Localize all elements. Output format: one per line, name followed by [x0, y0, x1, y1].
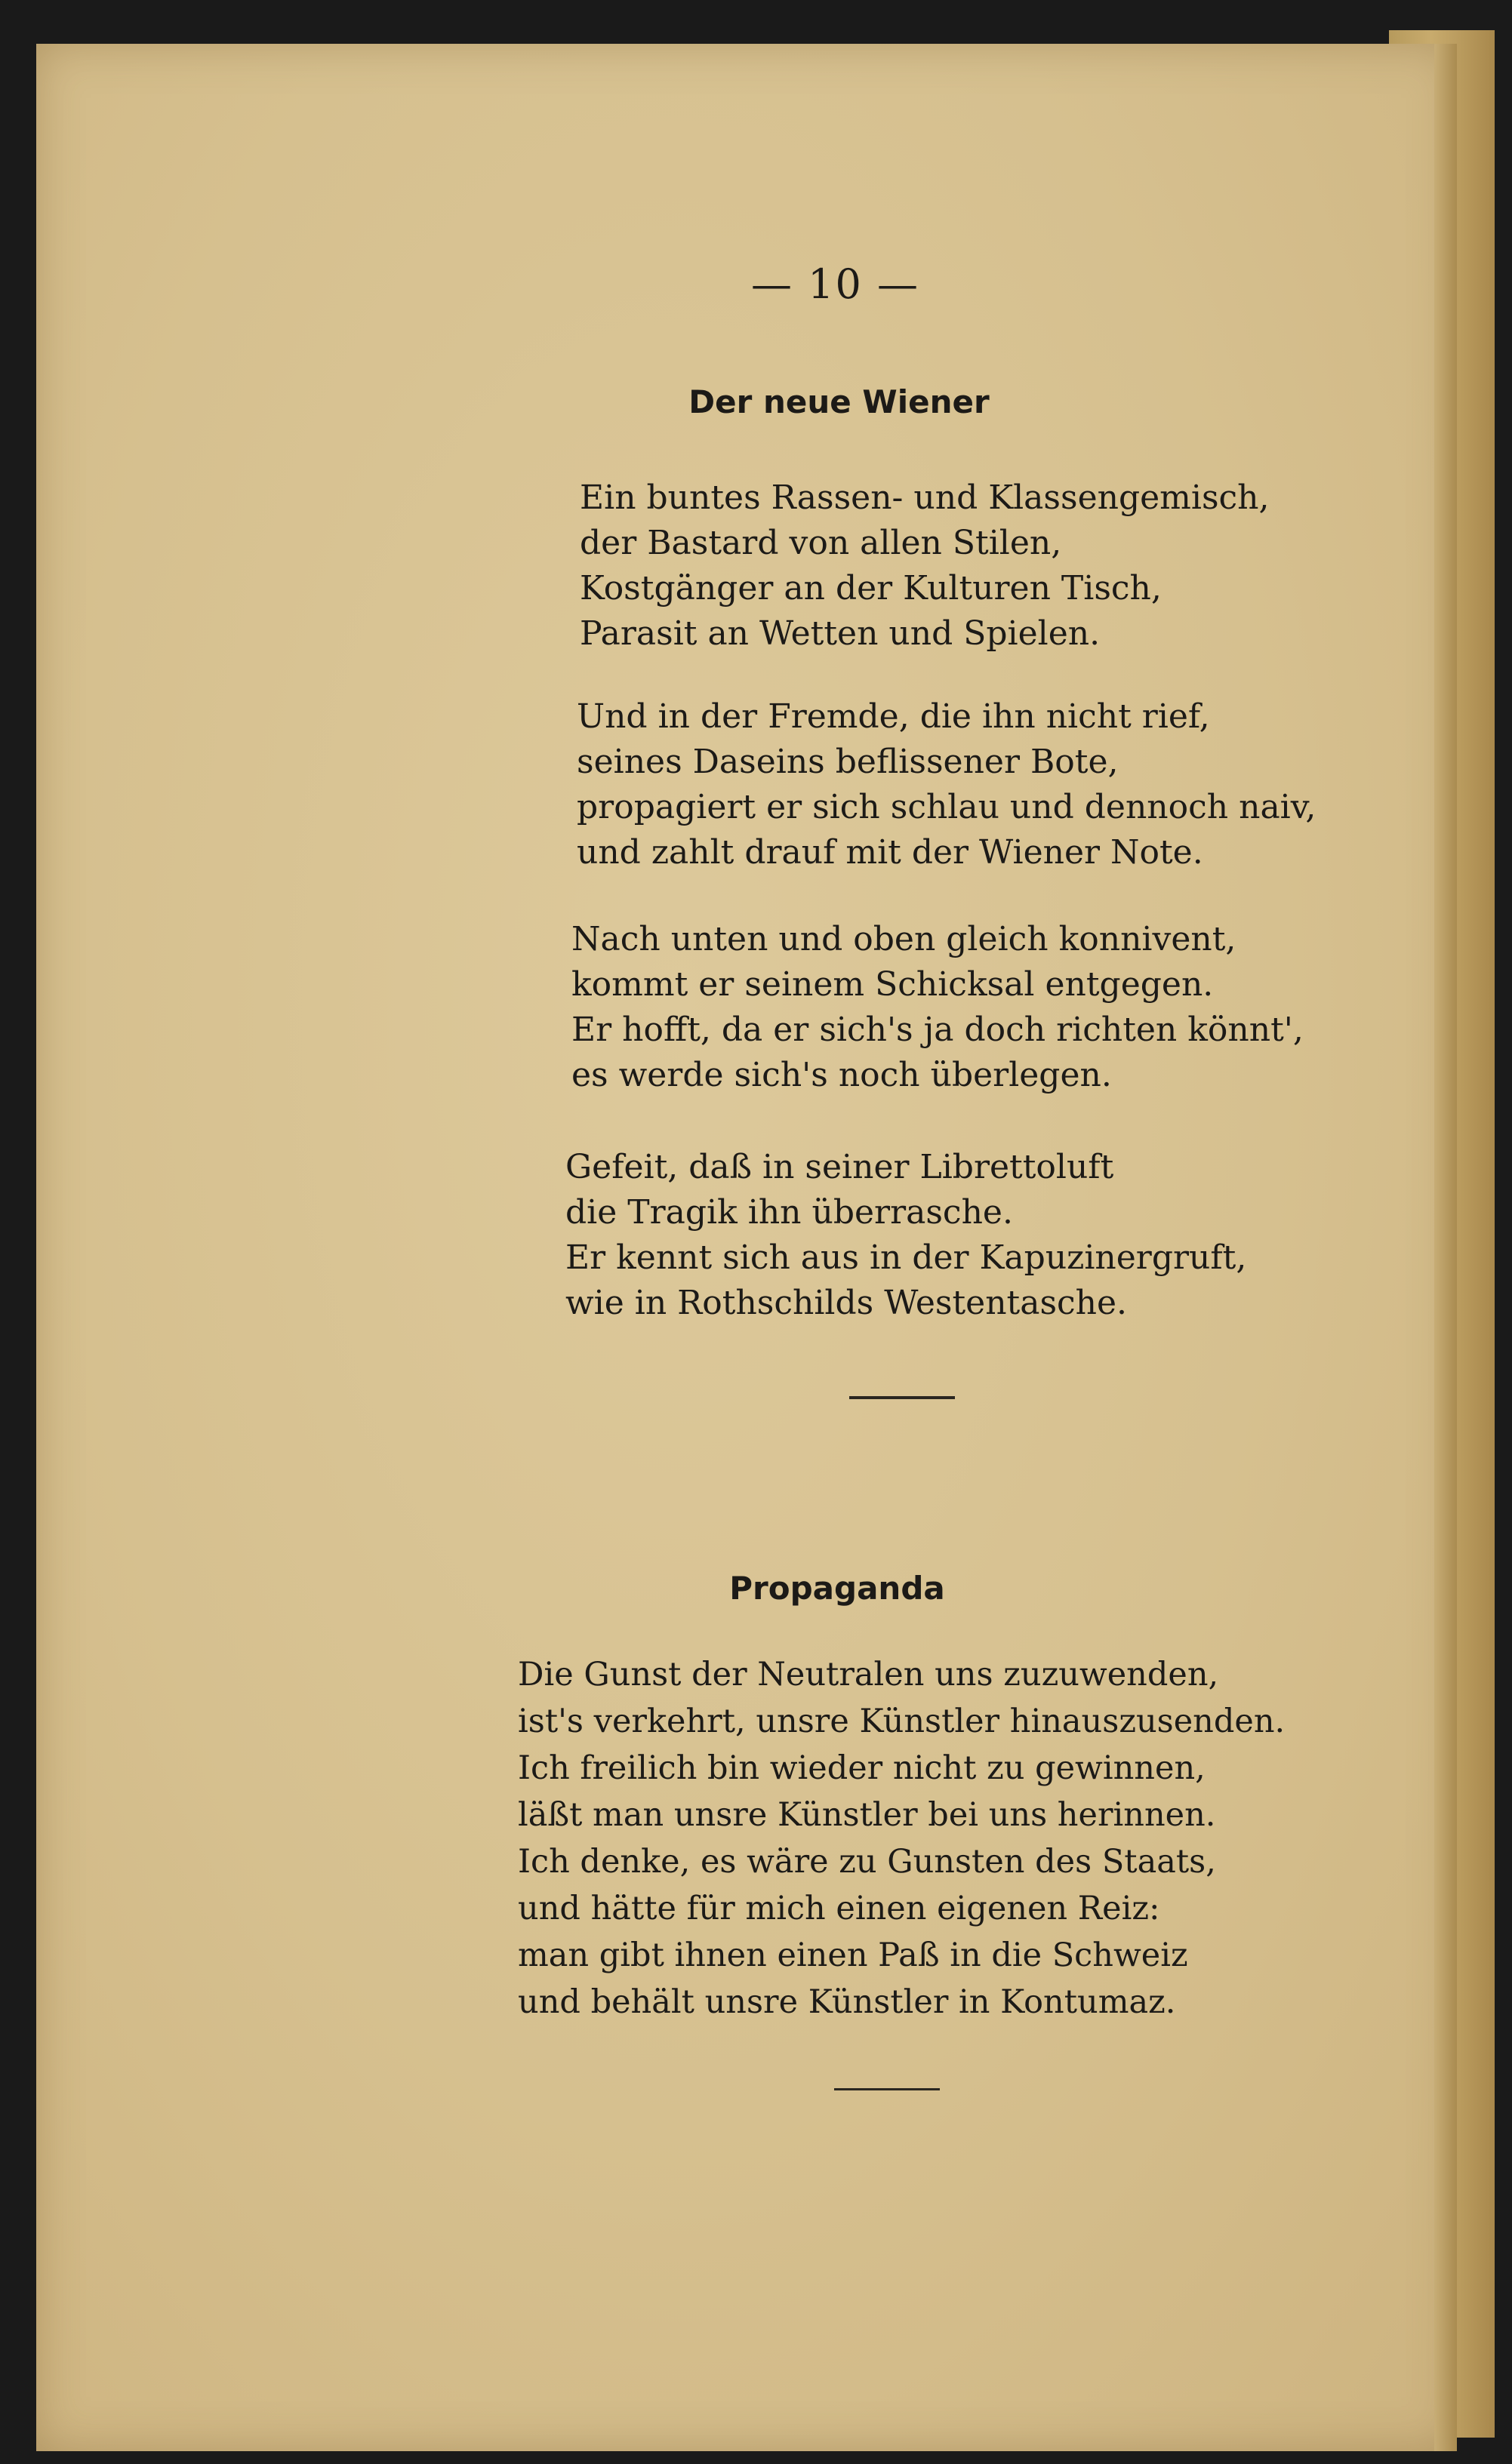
stanza-4	[565, 1145, 1246, 1326]
verse-line: Nach unten und oben gleich konnivent,	[571, 920, 1236, 958]
verse-line: und zahlt drauf mit der Wiener Note.	[577, 833, 1203, 872]
verse-line: Ein buntes Rassen- und Klassengemisch,	[580, 478, 1270, 517]
verse-line: Und in der Fremde, die ihn nicht rief,	[577, 697, 1210, 736]
verse-line: die Tragik ihn überrasche.	[565, 1193, 1013, 1232]
verse-line: wie in Rothschilds Westentasche.	[565, 1284, 1128, 1322]
verse-line: Parasit an Wetten und Spielen.	[580, 614, 1101, 653]
verse-line: seines Daseins beflissener Bote,	[577, 743, 1119, 781]
verse-line: und behält unsre Künstler in Kontumaz.	[518, 1983, 1176, 2021]
verse-line: Die Gunst der Neutralen uns zuzuwenden,	[518, 1656, 1219, 1693]
stanza-3	[571, 917, 1304, 1098]
stanza-1	[580, 475, 1270, 657]
stanza-2	[577, 694, 1316, 875]
poem-title-der-neue-wiener: Der neue Wiener	[688, 383, 990, 420]
verse-line: Ich freilich bin wieder nicht zu gewinnen,	[518, 1749, 1206, 1787]
verse-line: Ich denke, es wäre zu Gunsten des Staats,	[518, 1843, 1216, 1881]
verse-line: Kostgänger an der Kulturen Tisch,	[580, 569, 1162, 608]
verse-line: und hätte für mich einen eigenen Reiz:	[518, 1890, 1160, 1927]
verse-line: ist's verkehrt, unsre Künstler hinauszusenden.	[518, 1703, 1286, 1740]
verse-line: Er hofft, da er sich's ja doch richten könnt',	[571, 1011, 1304, 1049]
verse-line: läßt man unsre Künstler bei uns herinnen.	[518, 1796, 1216, 1834]
end-divider	[834, 2088, 940, 2090]
verse-line: Er kennt sich aus in der Kapuzinergruft,	[565, 1238, 1247, 1277]
section-divider	[849, 1396, 955, 1399]
verse-line: kommt er seinem Schicksal entgegen.	[571, 965, 1214, 1004]
verse-line: propagiert er sich schlau und dennoch naiv,	[577, 788, 1316, 826]
poem-propaganda-body	[518, 1651, 1285, 2026]
poem-title-propaganda: Propaganda	[729, 1570, 945, 1607]
verse-line: Gefeit, daß in seiner Librettoluft	[565, 1148, 1114, 1186]
verse-line: der Bastard von allen Stilen,	[580, 524, 1062, 562]
verse-line: man gibt ihnen einen Paß in die Schweiz	[518, 1936, 1188, 1974]
verse-line: es werde sich's noch überlegen.	[571, 1056, 1112, 1094]
page-number: — 10 —	[750, 260, 920, 308]
